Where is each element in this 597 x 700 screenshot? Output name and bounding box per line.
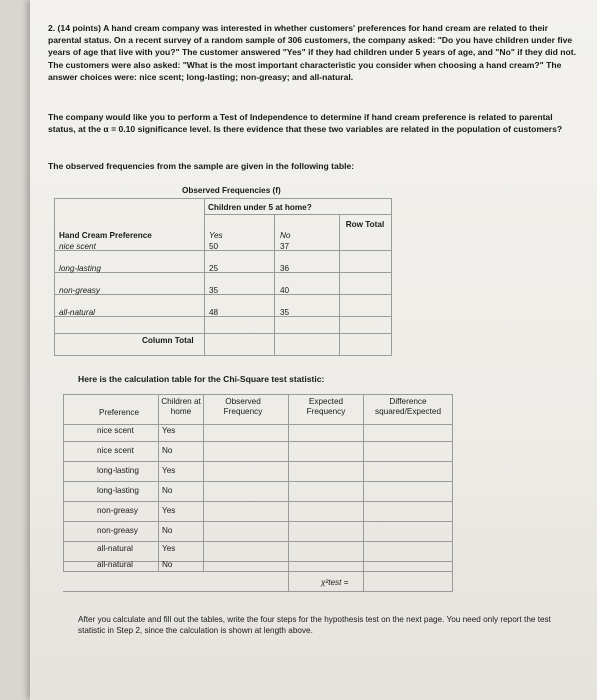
observed-frequency-header: Observed Frequency [223,397,263,416]
obs-all-natural-yes: 48 [209,308,219,317]
obs-all-natural-no: 35 [280,308,290,317]
preference-header: Preference [99,408,140,417]
calc-row-children: Yes [162,466,176,475]
observed-table-subtitle: Children under 5 at home? [208,203,312,212]
calc-row-children: No [162,446,173,455]
children-at-home-header: Children at home [161,397,201,416]
calc-row-preference: all-natural [97,544,133,553]
calc-row-preference: nice scent [97,426,134,435]
col-yes-header: Yes [209,231,223,240]
calc-row-children: Yes [162,506,176,515]
calc-row-preference: non-greasy [97,526,138,535]
column-total-label: Column Total [142,336,194,345]
calc-row-preference: non-greasy [97,506,138,515]
chi-square-test-label: χ²test = [321,578,349,587]
calc-row-children: Yes [162,426,176,435]
calc-row-preference: long-lasting [97,486,139,495]
calc-row-children: No [162,560,173,569]
table-intro: The observed frequencies from the sample are given in the following table: [48,161,355,171]
row-label-long-lasting: long-lasting [59,264,101,273]
question-task: The company would like you to perform a Test of Independence to determine if hand cream preference is related to parental status, at the α = 0.10 significance level. Is there evidence that these two variables are related in the population of customers? [48,112,563,135]
observed-frequency-table [54,186,392,356]
question-intro: 2. (14 points) A hand cream company was interested in whether customers' preferences for hand cream are related to their parental status. On a recent survey of a random sample of 306 customers, the company asked: "Do you have children under five years of age that live with you?" The customer answered "Yes" if they had children under 5 years of age, and "No" if they did not. The customers were also asked: "What is the most important characteristic you consider when choosing a hand cream?" The answer choices were: nice scent; long-lasting; non-greasy; and all-natural. [48,23,576,82]
calc-row-children: No [162,486,173,495]
calc-row-preference: long-lasting [97,466,139,475]
calc-row-children: Yes [162,544,176,553]
calc-row-preference: nice scent [97,446,134,455]
calc-table-intro: Here is the calculation table for the Chi-Square test statistic: [78,374,325,384]
row-total-header: Row Total [345,220,385,229]
worksheet-page [30,0,597,700]
expected-frequency-header: Expected Frequency [306,397,346,416]
obs-non-greasy-yes: 35 [209,286,219,295]
calc-row-children: No [162,526,173,535]
row-label-non-greasy: non-greasy [59,286,100,295]
row-label-nice-scent: nice scent [59,242,96,251]
observed-table-title: Observed Frequencies (f) [182,186,281,195]
col-no-header: No [280,231,291,240]
calc-row-preference: all-natural [97,560,133,569]
obs-non-greasy-no: 40 [280,286,290,295]
chi-square-calculation-table [63,394,453,592]
obs-long-lasting-yes: 25 [209,264,219,273]
obs-nice-scent-no: 37 [280,242,290,251]
obs-long-lasting-no: 36 [280,264,290,273]
instructions-footer: After you calculate and fill out the tables, write the four steps for the hypothesis test on the next page. You need only report the test statistic in Step 2, since the calculation is shown at length above. [78,615,551,635]
difference-squared-header: Difference squared/Expected [375,397,441,416]
obs-nice-scent-yes: 50 [209,242,219,251]
hand-cream-preference-header: Hand Cream Preference [59,231,152,240]
row-label-all-natural: all-natural [59,308,95,317]
